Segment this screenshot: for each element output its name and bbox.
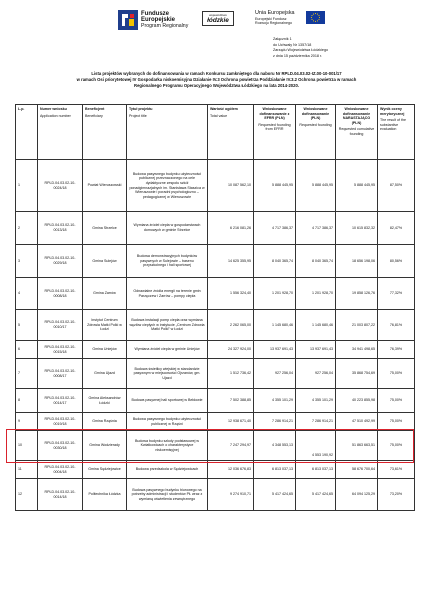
header-beneficiary: Beneficjent Beneficiary: [83, 105, 127, 160]
fundusze-europejskie-mark-icon: [118, 10, 138, 30]
row-project-title: Budowa pasywnego budynku użyteczności publicznej w Rząśni: [127, 413, 208, 431]
row-cumulative-funding: 18 656 198,06: [336, 245, 378, 278]
fundusze-europejskie-logo: [118, 9, 190, 31]
row-cumulative-funding: 19 858 126,76: [336, 278, 378, 310]
row-beneficiary: Gmina Aleksandrów Łódzki: [83, 389, 127, 413]
row-cumulative-funding: 5 888 445,95: [336, 160, 378, 212]
table-row: [16, 341, 415, 359]
row-requested-funding: 5 417 424,65: [296, 479, 336, 511]
row-evaluation-result: 76,81%: [378, 310, 415, 341]
row-efrr-funding: 1 201 928,70: [254, 278, 296, 310]
table-row: [16, 359, 415, 389]
header-requested: Wnioskowane dofinansowanie (PLN) Requested founding: [296, 105, 336, 160]
row-project-title: Budowa budynku szkoły podstawowej w Kwiatkowicach o charakterystyce niskoemisyjnej: [127, 431, 208, 461]
eu-line1: Unia Europejska: [255, 10, 295, 16]
row-total-value: 6 216 081,26: [208, 212, 254, 245]
table-row: [16, 160, 415, 212]
annex-line: Załącznik 1: [273, 37, 292, 41]
row-total-value: 2 262 065,00: [208, 310, 254, 341]
row-cumulative-funding: 34 941 498,65: [336, 341, 378, 359]
row-efrr-funding: 5 888 445,95: [254, 160, 296, 212]
row-evaluation-result: 75,00%: [378, 413, 415, 431]
row-total-value: 9 274 910,71: [208, 479, 254, 511]
row-lp: 9: [16, 413, 38, 431]
row-lp: 4: [16, 278, 38, 310]
row-application-number: RPLD.04.03.02-10-0013/18: [38, 212, 83, 245]
row-cumulative-funding: 47 510 492,99: [336, 413, 378, 431]
lodzkie-logo-top: województwo: [209, 13, 227, 17]
row-beneficiary: Instytut Centrum Zdrowia Matki Polki w Łodzi: [83, 310, 127, 341]
row-requested-funding: 4 355 101,29: [296, 389, 336, 413]
row-efrr-funding: 5 417 424,65: [254, 479, 296, 511]
table-row: [16, 212, 415, 245]
row-beneficiary: Gmina Rząśnia: [83, 413, 127, 431]
title-line: Regionalnego Programu Operacyjnego Województwa Łódzkiego na lata 2014-2020.: [134, 82, 299, 88]
row-requested-funding: 7 286 914,21: [296, 413, 336, 431]
row-lp: 8: [16, 389, 38, 413]
header-evaluation: Wynik oceny merytorycznej The result of the substantive evaluation: [378, 105, 415, 160]
annex-line: Zarządu Województwa Łódzkiego: [273, 48, 329, 52]
row-evaluation-result: 75,00%: [378, 359, 415, 389]
row-project-title: Wymiana źródeł ciepła w gospodarstwach domowych w gminie Strzelce: [127, 212, 208, 245]
lodzkie-logo: [202, 11, 234, 26]
row-application-number: RPLD.04.03.02-10-0030/18: [38, 431, 83, 461]
row-project-title: Budowa pasywnej hali sportowej w Bełdowie: [127, 389, 208, 413]
row-efrr-funding: 4 355 101,29: [254, 389, 296, 413]
row-evaluation-result: 77,32%: [378, 278, 415, 310]
row-evaluation-result: 73,20%: [378, 479, 415, 511]
row-application-number: RPLD.04.03.02-10-0014/17: [38, 389, 83, 413]
row-project-title: Budowa pasywnego budynku użyteczności publicznej przeznaczonego na cele dydaktyczne zespołu szkół ponadgimnazjalnych im. Stanisława Staszica w Wieruszowie i poradni psychologiczno – pedagogicznej w Wieruszowie: [127, 160, 208, 212]
row-lp: 10: [16, 431, 38, 461]
row-application-number: RPLD.04.03.02-10-0008/18: [38, 278, 83, 310]
table-row: [16, 278, 415, 310]
row-requested-funding: 8 040 365,74: [296, 245, 336, 278]
row-evaluation-result: 87,50%: [378, 160, 415, 212]
row-cumulative-funding: 10 615 832,32: [336, 212, 378, 245]
row-beneficiary: Gmina Ujazd: [83, 359, 127, 389]
row-lp: 12: [16, 479, 38, 511]
row-beneficiary: Gmina Sędziejowice: [83, 461, 127, 479]
header-lp: L.p.: [16, 105, 38, 160]
row-application-number: RPLD.04.03.02-10-0004/18: [38, 461, 83, 479]
row-cumulative-funding: 40 223 855,98: [336, 389, 378, 413]
row-lp: 7: [16, 359, 38, 389]
row-application-number: RPLD.04.03.02-10-0010/17: [38, 310, 83, 341]
header-cumulative: Wnioskowane dofinansowanie NARASTAJĄCO (PLN) Requested cumulative founding: [336, 105, 378, 160]
row-requested-funding: 927 256,04: [296, 359, 336, 389]
row-requested-funding: 6 813 037,13: [296, 461, 336, 479]
row-total-value: 7 502 388,85: [208, 389, 254, 413]
row-application-number: RPLD.04.03.02-10-0014/18: [38, 479, 83, 511]
title-line: w ramach Osi priorytetowej IV Gospodarka niskoemisyjna Działanie IV.3 Ochrona powietrza Poddziałanie IV.3.2 Ochrona powietrza w ramach: [76, 76, 357, 82]
row-total-value: 12 938 671,40: [208, 413, 254, 431]
header-efrr: Wnioskowane dofinansowanie z EFRR (PLN) Requested founding from EFRR: [254, 105, 296, 160]
table-row: [16, 245, 415, 278]
row-efrr-funding: 8 040 365,74: [254, 245, 296, 278]
row-requested-funding: 13 937 691,43: [296, 341, 336, 359]
row-evaluation-result: 73,61%: [378, 461, 415, 479]
eu-line3: Rozwoju Regionalnego: [255, 21, 292, 26]
row-project-title: Budowa instalacji pomp ciepła oraz wymiana węzłów ciepłych w instytucie „Centrum Zdrowia Matki Polki” w Łodzi: [127, 310, 208, 341]
row-lp: 5: [16, 310, 38, 341]
row-requested-funding: 1 145 680,46: [296, 310, 336, 341]
eu-logo: [255, 9, 327, 31]
fe-line2: Europejskie: [141, 17, 176, 23]
row-requested-funding: 4 717 386,37: [296, 212, 336, 245]
row-project-title: Odnawialne źródła energii na terenie gmin Parzęczew i Zarrów – pompy ciepła: [127, 278, 208, 310]
row-efrr-funding: 4 717 386,37: [254, 212, 296, 245]
row-efrr-funding: 6 813 037,13: [254, 461, 296, 479]
row-lp: 2: [16, 212, 38, 245]
row-project-title: Budowa demonstracyjnych budynków pasywnych w Sulejowie – basenu przyszkolnego i hali sportowej: [127, 245, 208, 278]
row-efrr-funding: 7 286 914,21: [254, 413, 296, 431]
row-requested-funding: 1 201 928,70: [296, 278, 336, 310]
row-beneficiary: Gmina Zarrów: [83, 278, 127, 310]
table-row: [16, 389, 415, 413]
header-title: Tytuł projektu Project title: [127, 105, 208, 160]
row-project-title: Budowa pasywnego budynku biurowego na potrzeby administracji i studentów PŁ wraz z wymianą oświetlenia zewnętrznego: [127, 479, 208, 511]
lodzkie-logo-word: łódzkie: [207, 17, 229, 24]
row-lp: 11: [16, 461, 38, 479]
row-application-number: RPLD.04.03.02-10-0015/18: [38, 341, 83, 359]
annex-block: [273, 37, 328, 59]
row-requested-funding: 5 888 445,95: [296, 160, 336, 212]
row-application-number: RPLD.04.03.02-10-0029/18: [38, 245, 83, 278]
row-application-number: RPLD.04.03.02-10-0019/18: [38, 413, 83, 431]
row-evaluation-result: 75,00%: [378, 431, 415, 461]
row-lp: 1: [16, 160, 38, 212]
row-application-number: RPLD.04.03.02-10-0024/18: [38, 160, 83, 212]
row-evaluation-result: 80,56%: [378, 245, 415, 278]
table-row: [16, 310, 415, 341]
header-number: Numer wniosku Application number: [38, 105, 83, 160]
table-row: [16, 479, 415, 511]
row-cumulative-funding: 64 094 125,29: [336, 479, 378, 511]
table-header-row: [16, 105, 415, 160]
row-efrr-funding: 1 145 680,46: [254, 310, 296, 341]
row-cumulative-funding: 35 868 754,69: [336, 359, 378, 389]
row-application-number: RPLD.04.03.02-10-0008/17: [38, 359, 83, 389]
annex-line: z dnia 15 października 2018 r.: [273, 53, 322, 58]
row-total-value: 1 512 736,42: [208, 359, 254, 389]
row-cumulative-funding: 58 676 700,64: [336, 461, 378, 479]
row-beneficiary: Gmina Sulejów: [83, 245, 127, 278]
row-evaluation-result: 75,00%: [378, 389, 415, 413]
row-efrr-funding: 927 256,04: [254, 359, 296, 389]
annex-line: do Uchwały Nr 1357/18: [273, 42, 312, 47]
document-title: [20, 71, 413, 88]
row-beneficiary: Politechnika Łódzka: [83, 479, 127, 511]
row-beneficiary: Gmina Wodzierady: [83, 431, 127, 461]
row-project-title: Wymiana źródeł ciepła w gminie Uniejów: [127, 341, 208, 359]
row-total-value: 10 087 562,10: [208, 160, 254, 212]
row-lp: 6: [16, 341, 38, 359]
row-efrr-funding: 4 348 553,13: [254, 431, 296, 461]
row-beneficiary: Gmina Uniejów: [83, 341, 127, 359]
row-beneficiary: Gmina Strzelce: [83, 212, 127, 245]
row-project-title: Budowa przedszkola w Sędziejowicach: [127, 461, 208, 479]
row-evaluation-result: 82,47%: [378, 212, 415, 245]
row-evaluation-result: 76,39%: [378, 341, 415, 359]
title-line: Lista projektów wybranych do dofinansowania w ramach Konkursu zamkniętego dla naboru Nr RPLD.04.03.02-IZ.00-10-001/17: [91, 71, 342, 76]
highlighted-row-frame: [6, 429, 414, 463]
row-total-value: 14 625 355,95: [208, 245, 254, 278]
row-project-title: Budowa świetlicy wiejskiej w standardzie pasywnym w miejscowości Ojrzanów, gm. Ujazd: [127, 359, 208, 389]
eu-flag-icon: [306, 11, 325, 24]
row-requested-funding: 4 553 190,92: [296, 431, 336, 461]
header-value: Wartość ogółem Total value: [208, 105, 254, 160]
row-beneficiary: Powiat Wieruszowski: [83, 160, 127, 212]
fe-line1: Fundusze: [141, 11, 169, 17]
row-total-value: 7 247 294,97: [208, 431, 254, 461]
row-cumulative-funding: 21 003 807,22: [336, 310, 378, 341]
row-efrr-funding: 13 937 691,43: [254, 341, 296, 359]
row-total-value: 1 556 324,40: [208, 278, 254, 310]
table-row: [16, 461, 415, 479]
eu-line2: Europejski Fundusz: [255, 16, 287, 21]
fe-line3: Program Regionalny: [141, 23, 189, 29]
row-lp: 3: [16, 245, 38, 278]
row-total-value: 24 327 924,00: [208, 341, 254, 359]
row-cumulative-funding: 51 863 663,51: [336, 431, 378, 461]
row-total-value: 12 036 676,83: [208, 461, 254, 479]
